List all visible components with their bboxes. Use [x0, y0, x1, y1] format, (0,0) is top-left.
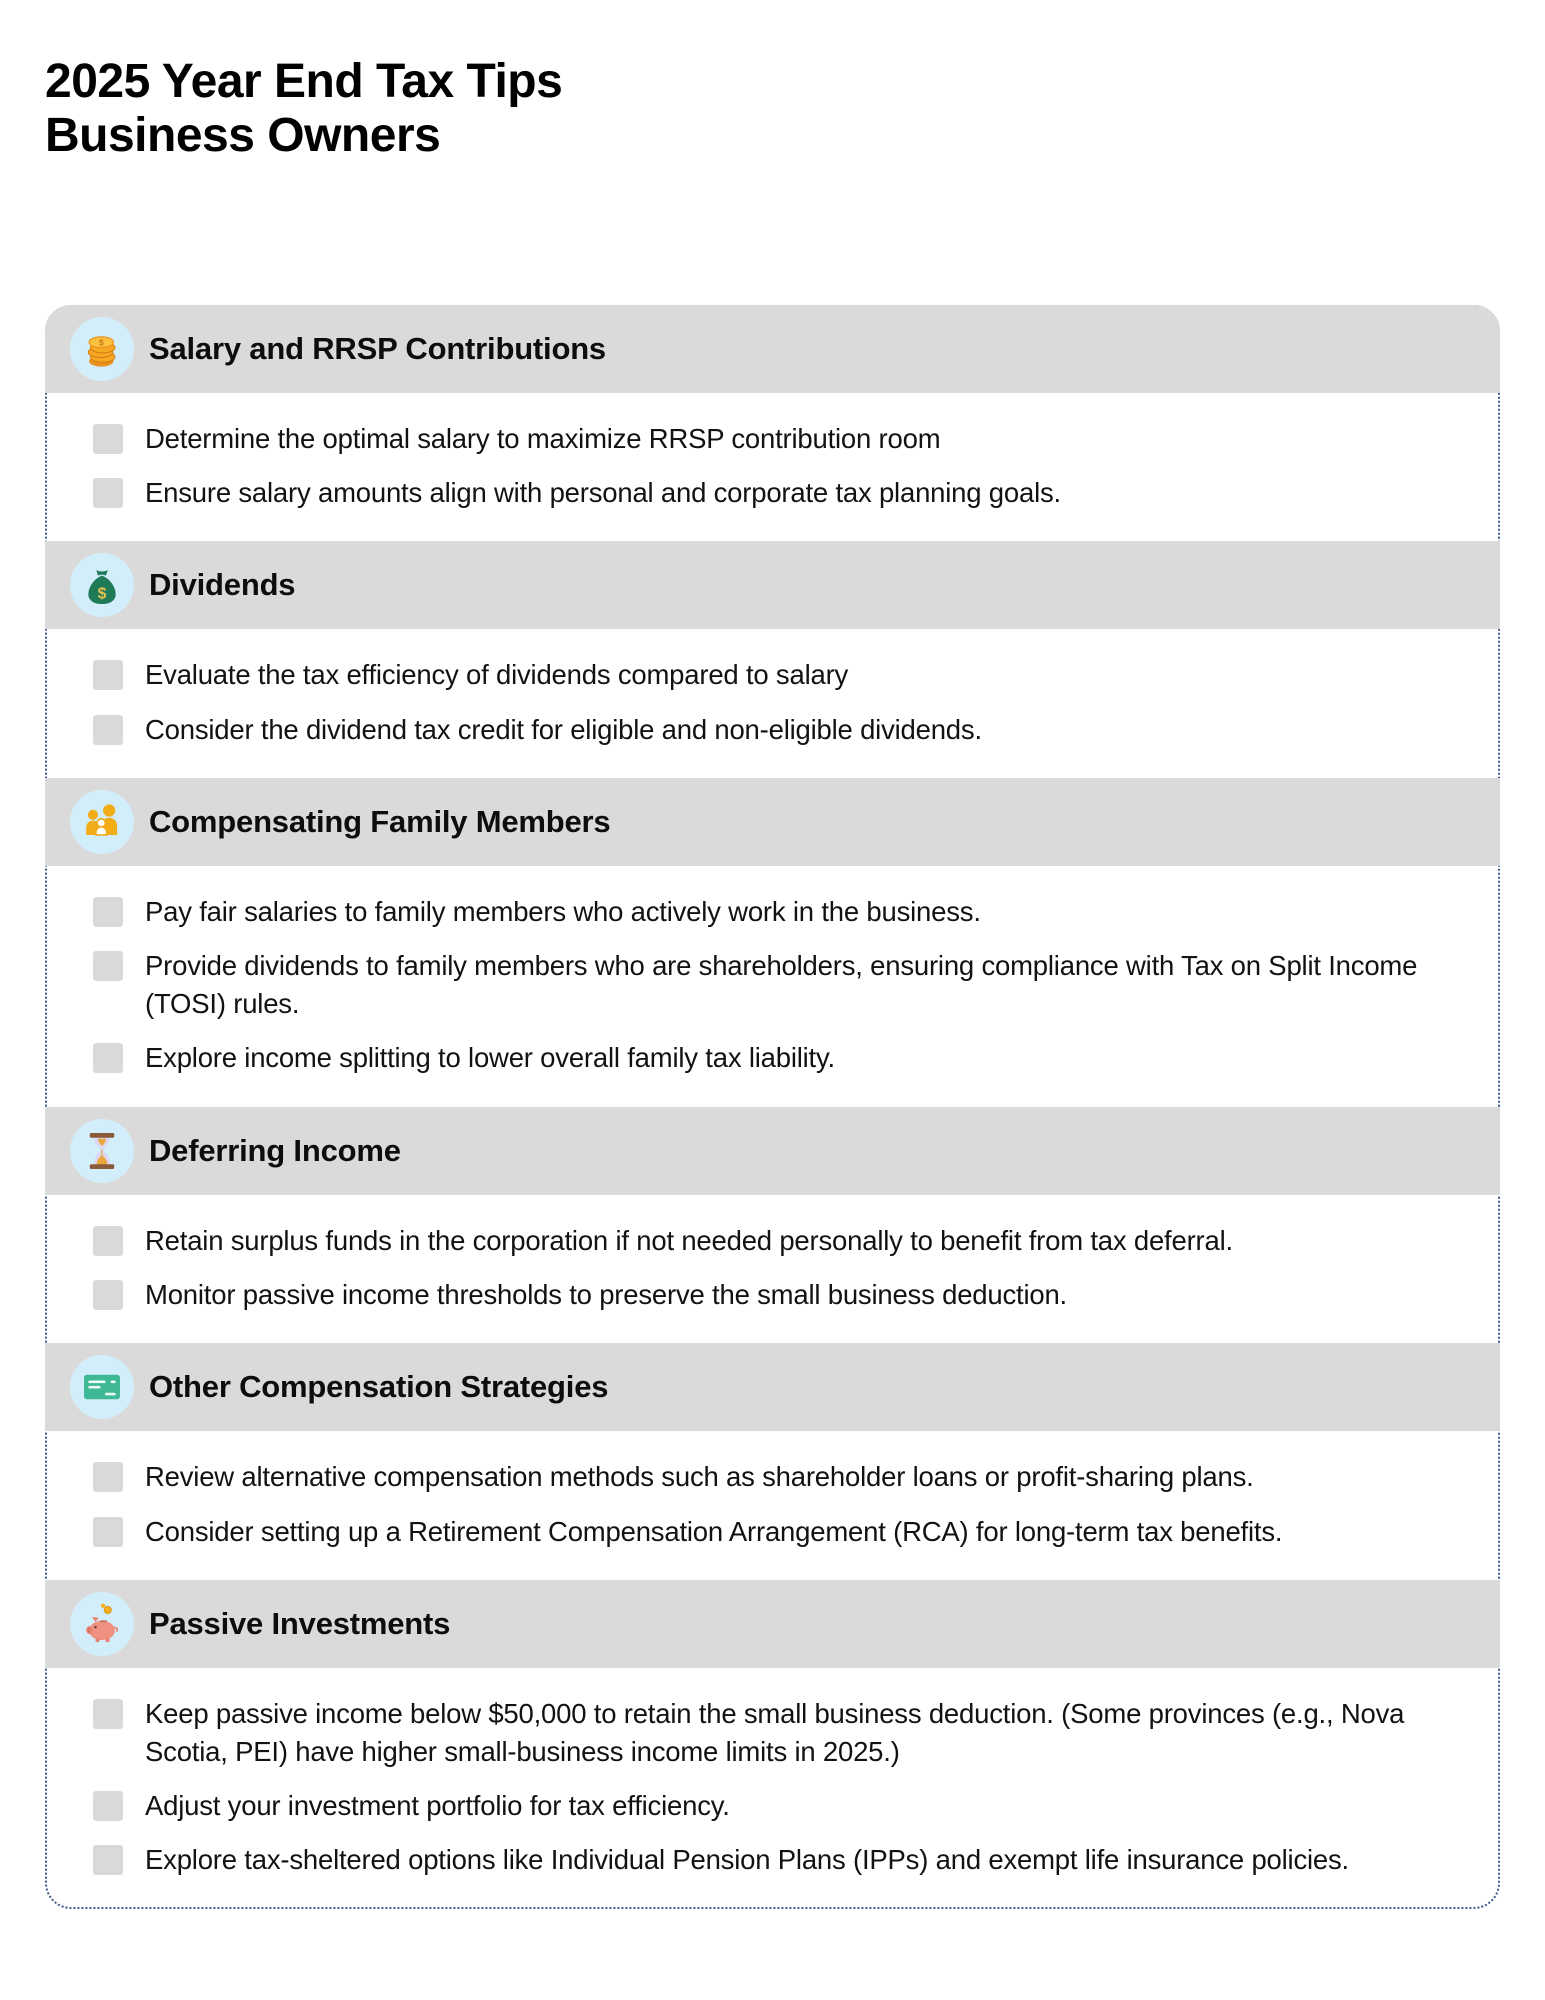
section-header-dividends	[45, 541, 1500, 629]
page-title-line2: Business Owners	[45, 108, 441, 162]
checkbox[interactable]	[93, 1280, 123, 1310]
page-title	[45, 55, 1500, 163]
checklist-item-text: Evaluate the tax efficiency of dividends compared to salary	[145, 659, 849, 691]
checkbox[interactable]	[93, 1791, 123, 1821]
svg-text:$: $	[98, 336, 104, 347]
hourglass-icon	[70, 1119, 134, 1183]
section-header-family	[45, 778, 1500, 866]
checklist-item	[93, 1787, 1462, 1824]
section-title: Other Compensation Strategies	[149, 1369, 609, 1405]
section-items-other-compensation	[45, 1431, 1500, 1580]
section-title: Salary and RRSP Contributions	[149, 330, 606, 366]
section-header-deferring-income	[45, 1107, 1500, 1195]
section-items-dividends	[45, 629, 1500, 778]
section-header-passive-investments	[45, 1580, 1500, 1668]
piggy-bank-icon	[70, 1592, 134, 1656]
checklist-item-text: Pay fair salaries to family members who actively work in the business.	[145, 896, 981, 928]
section-items-salary-rrsp	[45, 393, 1500, 542]
checklist-item-text: Ensure salary amounts align with personal and corporate tax planning goals.	[145, 476, 1061, 508]
checklist-item-text: Keep passive income below $50,000 to retain the small business deduction. (Some provinces (e.g., Nova Scotia, PEI) have higher small-business income limits in 2025.)	[145, 1698, 1405, 1767]
checklist-item-text: Explore tax-sheltered options like Individual Pension Plans (IPPs) and exempt life insurance policies.	[145, 1844, 1349, 1876]
checklist-item	[93, 947, 1462, 1022]
checkbox[interactable]	[93, 1517, 123, 1547]
checkbox[interactable]	[93, 424, 123, 454]
checklist-item	[93, 711, 1462, 748]
checkbox[interactable]	[93, 1226, 123, 1256]
checklist-item-text: Explore income splitting to lower overall family tax liability.	[145, 1042, 835, 1074]
checklist-item-text: Adjust your investment portfolio for tax efficiency.	[145, 1789, 730, 1821]
section-title: Dividends	[149, 567, 296, 603]
checkbox[interactable]	[93, 1845, 123, 1875]
checklist-item	[93, 1513, 1462, 1550]
checklist-item-text: Retain surplus funds in the corporation if not needed personally to benefit from tax deferral.	[145, 1224, 1233, 1256]
money-bag-icon	[70, 553, 134, 617]
checklist-item-text: Determine the optimal salary to maximize RRSP contribution room	[145, 422, 941, 454]
checklist-item	[93, 1039, 1462, 1076]
checklist-item	[93, 474, 1462, 511]
checklist-item-text: Consider the dividend tax credit for eligible and non-eligible dividends.	[145, 713, 982, 745]
checklist-item	[93, 1695, 1462, 1770]
coins-icon	[70, 317, 134, 381]
checkbox[interactable]	[93, 478, 123, 508]
checklist-item	[93, 656, 1462, 693]
checklist-item	[93, 1458, 1462, 1495]
checklist-item	[93, 1841, 1462, 1878]
checkbox[interactable]	[93, 951, 123, 981]
checklist-item	[93, 1276, 1462, 1313]
section-items-deferring-income	[45, 1195, 1500, 1344]
checkbox[interactable]	[93, 1043, 123, 1073]
section-items-family	[45, 866, 1500, 1107]
cheque-icon	[70, 1355, 134, 1419]
checkbox[interactable]	[93, 897, 123, 927]
checklist-item-text: Provide dividends to family members who are shareholders, ensuring compliance with Tax on Split Income (TOSI) rules.	[145, 950, 1418, 1019]
section-header-other-compensation	[45, 1343, 1500, 1431]
checklist-item	[93, 1222, 1462, 1259]
section-title: Compensating Family Members	[149, 804, 611, 840]
checklist-item	[93, 893, 1462, 930]
section-items-passive-investments	[45, 1668, 1500, 1909]
checkbox[interactable]	[93, 1462, 123, 1492]
checkbox[interactable]	[93, 715, 123, 745]
checklist-item-text: Consider setting up a Retirement Compensation Arrangement (RCA) for long-term tax benefits.	[145, 1515, 1283, 1547]
checklist-item-text: Monitor passive income thresholds to preserve the small business deduction.	[145, 1279, 1068, 1311]
page-title-line1: 2025 Year End Tax Tips	[45, 55, 563, 108]
checkbox[interactable]	[93, 1699, 123, 1729]
checkbox[interactable]	[93, 660, 123, 690]
family-icon	[70, 790, 134, 854]
section-title: Deferring Income	[149, 1132, 401, 1168]
section-title: Passive Investments	[149, 1606, 451, 1642]
svg-text:$: $	[97, 585, 107, 603]
checklist-item	[93, 420, 1462, 457]
checklist-item-text: Review alternative compensation methods such as shareholder loans or profit-sharing plans.	[145, 1461, 1254, 1493]
checklist-container	[45, 305, 1500, 1909]
section-header-salary-rrsp	[45, 305, 1500, 393]
